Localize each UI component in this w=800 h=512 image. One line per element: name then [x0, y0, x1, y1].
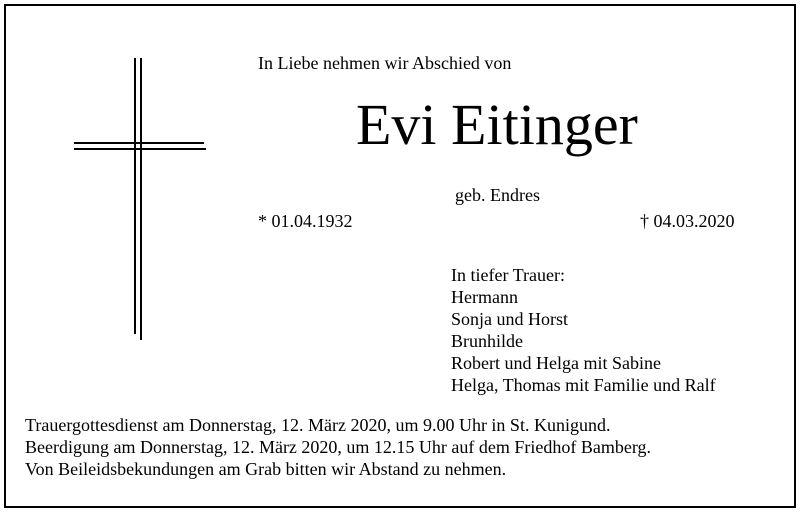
burial-line: Beerdigung am Donnerstag, 12. März 2020, um 12.15 Uhr auf dem Friedhof Bamberg.: [25, 437, 652, 457]
mourner-name: Hermann: [451, 287, 518, 307]
death-date: † 04.03.2020: [640, 211, 735, 231]
mourner-name: Robert und Helga mit Sabine: [451, 353, 661, 373]
mourner-name: Brunhilde: [451, 331, 523, 351]
cross-icon: [74, 58, 206, 340]
mourners-heading: In tiefer Trauer:: [451, 265, 565, 285]
funeral-mass-line: Trauergottesdienst am Donnerstag, 12. März 2020, um 9.00 Uhr in St. Kunigund.: [25, 415, 611, 435]
mourner-name: Helga, Thomas mit Familie und Ralf: [451, 375, 716, 395]
mourners-block: [451, 264, 716, 396]
deceased-name: Evi Eitinger: [356, 92, 638, 157]
mourner-name: Sonja und Horst: [451, 309, 568, 329]
intro-text: In Liebe nehmen wir Abschied von: [258, 53, 512, 73]
service-info: [25, 414, 651, 480]
birth-date: * 01.04.1932: [258, 211, 353, 231]
maiden-name: geb. Endres: [455, 185, 540, 205]
condolence-note-line: Von Beileidsbekundungen am Grab bitten wir Abstand zu nehmen.: [25, 459, 507, 479]
